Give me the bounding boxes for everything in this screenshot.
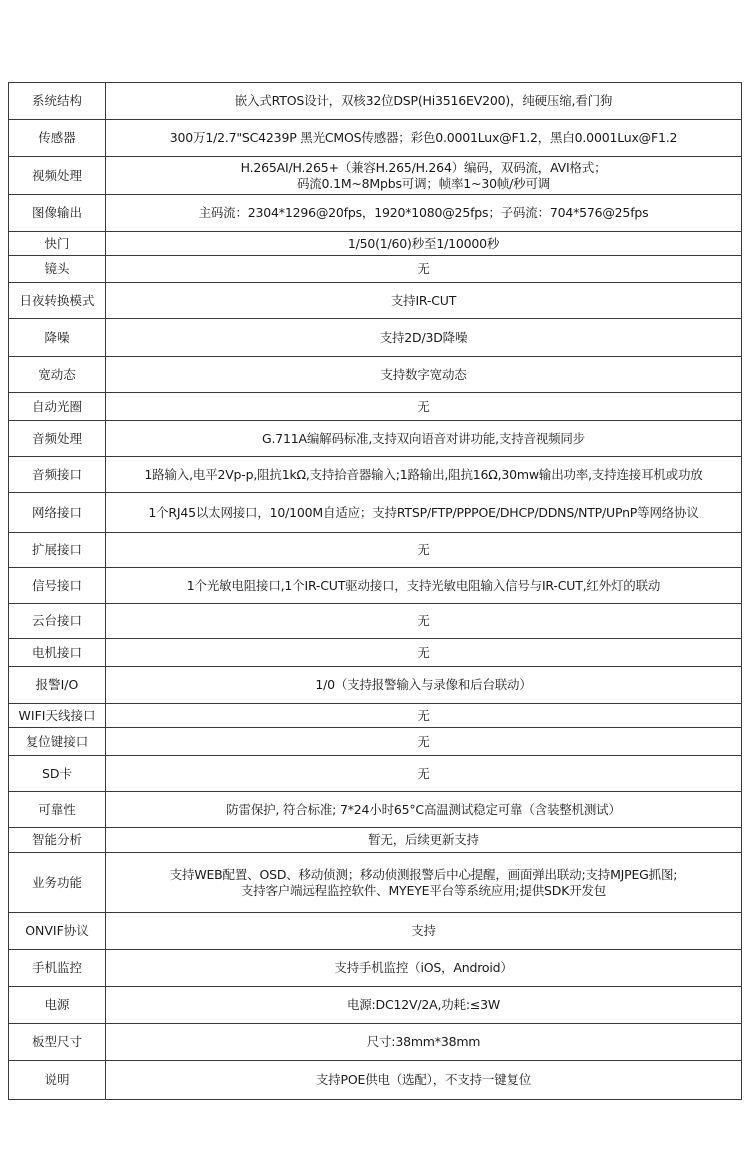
spec-value-cell <box>106 421 742 457</box>
spec-value-cell <box>106 120 742 157</box>
spec-label-cell: 说明 <box>9 1061 106 1100</box>
spec-label-cell: 智能分析 <box>9 828 106 853</box>
table-row <box>9 533 742 568</box>
spec-value-line: 无 <box>417 733 430 749</box>
table-row <box>9 1024 742 1061</box>
spec-value-line: 支持 <box>411 923 436 938</box>
spec-value-cell <box>106 853 742 913</box>
spec-value-line: 1个光敏电阻接口,1个IR-CUT驱动接口，支持光敏电阻输入信号与IR-CUT,红外灯的联动 <box>186 577 661 593</box>
spec-value-line: G.711A编解码标准,支持双向语音对讲功能,支持音视频同步 <box>261 430 586 446</box>
spec-value-cell <box>106 283 742 319</box>
spec-label-cell: 可靠性 <box>9 792 106 828</box>
spec-label-cell: 网络接口 <box>9 493 106 533</box>
spec-value-line: 无 <box>417 398 430 414</box>
spec-value-line: 无 <box>417 261 430 276</box>
spec-value-line: 1路输入,电平2Vp-p,阻抗1kΩ,支持拾音器输入;1路输出,阻抗16Ω,30mw输出功率,支持连接耳机或功放 <box>144 466 703 482</box>
spec-value-line: 无 <box>417 707 430 723</box>
spec-value-cell <box>106 987 742 1024</box>
spec-label-cell: 快门 <box>9 232 106 256</box>
table-row <box>9 457 742 493</box>
spec-label-cell: 复位键接口 <box>9 728 106 756</box>
spec-value-cell <box>106 393 742 421</box>
spec-value-line: 支持2D/3D降噪 <box>379 329 468 345</box>
spec-value-cell <box>106 704 742 728</box>
spec-label-cell: 业务功能 <box>9 853 106 913</box>
spec-value-cell <box>106 756 742 792</box>
spec-label-cell: SD卡 <box>9 756 106 792</box>
table-row <box>9 157 742 195</box>
spec-value-line: 1/50(1/60)秒至1/10000秒 <box>347 235 500 251</box>
table-row <box>9 232 742 256</box>
spec-value-line: 300万1/2.7"SC4239P 黑光CMOS传感器；彩色0.0001Lux@F1.2，黑白0.0001Lux@F1.2 <box>169 130 678 145</box>
spec-value-cell <box>106 792 742 828</box>
spec-value-line: 尺寸:38mm*38mm <box>366 1034 481 1049</box>
table-row <box>9 493 742 533</box>
table-row <box>9 195 742 232</box>
spec-value-line: 电源:DC12V/2A,功耗:≤3W <box>346 997 501 1012</box>
spec-value-cell <box>106 357 742 393</box>
spec-value-line: 支持手机监控（iOS，Android） <box>334 960 513 975</box>
table-row <box>9 913 742 950</box>
table-row <box>9 828 742 853</box>
table-row <box>9 950 742 987</box>
spec-value-cell <box>106 1061 742 1100</box>
table-row <box>9 792 742 828</box>
table-row <box>9 421 742 457</box>
spec-table-body <box>9 83 742 1100</box>
spec-value-line: 无 <box>417 644 430 660</box>
spec-value-line: 无 <box>417 613 430 628</box>
spec-value-line: H.265AI/H.265+（兼容H.265/H.264）编码，双码流，AVI格式； <box>240 159 607 175</box>
spec-value-cell <box>106 568 742 604</box>
spec-value-cell <box>106 604 742 639</box>
spec-label-cell: 自动光圈 <box>9 393 106 421</box>
spec-value-cell <box>106 256 742 283</box>
spec-value-cell <box>106 457 742 493</box>
spec-label-cell: 音频接口 <box>9 457 106 493</box>
table-row <box>9 1061 742 1100</box>
spec-value-line: 码流0.1M~8Mpbs可调；帧率1~30帧/秒可调 <box>296 175 551 191</box>
spec-label-cell: 系统结构 <box>9 83 106 120</box>
spec-value-cell <box>106 157 742 195</box>
spec-value-line: 支持数字宽动态 <box>380 366 467 382</box>
spec-value-cell <box>106 319 742 357</box>
spec-value-cell <box>106 1024 742 1061</box>
spec-value-line: 1个RJ45以太网接口，10/100M自适应；支持RTSP/FTP/PPPOE/DHCP/DDNS/NTP/UPnP等网络协议 <box>148 504 699 520</box>
spec-value-cell <box>106 639 742 667</box>
spec-label-cell: 云台接口 <box>9 604 106 639</box>
table-row <box>9 639 742 667</box>
table-row <box>9 704 742 728</box>
spec-value-line: 支持POE供电（选配），不支持一键复位 <box>315 1072 532 1087</box>
spec-value-line: 无 <box>417 765 430 781</box>
spec-value-cell <box>106 493 742 533</box>
spec-label-cell: 板型尺寸 <box>9 1024 106 1061</box>
table-row <box>9 319 742 357</box>
spec-label-cell: 电源 <box>9 987 106 1024</box>
table-row <box>9 568 742 604</box>
spec-label-cell: 手机监控 <box>9 950 106 987</box>
table-row <box>9 853 742 913</box>
spec-label-cell: 信号接口 <box>9 568 106 604</box>
spec-label-cell: 音频处理 <box>9 421 106 457</box>
spec-label-cell: 日夜转换模式 <box>9 283 106 319</box>
table-row <box>9 667 742 704</box>
spec-value-line: 防雷保护, 符合标准; 7*24小时65°C高温测试稳定可靠（含装整机测试） <box>226 801 621 817</box>
spec-value-line: 支持客户端远程监控软件、MYEYE平台等系统应用;提供SDK开发包 <box>240 882 607 898</box>
spec-label-cell: 扩展接口 <box>9 533 106 568</box>
table-row <box>9 728 742 756</box>
spec-table <box>8 82 742 1100</box>
table-row <box>9 256 742 283</box>
spec-label-cell: 宽动态 <box>9 357 106 393</box>
spec-value-cell <box>106 667 742 704</box>
table-row <box>9 393 742 421</box>
spec-label-cell: 报警I/O <box>9 667 106 704</box>
spec-label-cell: 降噪 <box>9 319 106 357</box>
spec-value-line: 无 <box>417 542 430 557</box>
spec-value-line: 暂无，后续更新支持 <box>368 832 479 847</box>
spec-value-cell <box>106 828 742 853</box>
spec-value-line: 主码流：2304*1296@20fps，1920*1080@25fps；子码流：704*576@25fps <box>198 205 649 220</box>
spec-label-cell: 视频处理 <box>9 157 106 195</box>
spec-value-cell <box>106 83 742 120</box>
spec-label-cell: 镜头 <box>9 256 106 283</box>
spec-value-line: 1/0（支持报警输入与录像和后台联动） <box>315 677 532 692</box>
table-row <box>9 83 742 120</box>
spec-label-cell: 电机接口 <box>9 639 106 667</box>
spec-label-cell: ONVIF协议 <box>9 913 106 950</box>
spec-value-line: 支持WEB配置、OSD、移动侦测；移动侦测报警后中心提醒，画面弹出联动;支持MJPEG抓图; <box>169 866 678 882</box>
spec-label-cell: 传感器 <box>9 120 106 157</box>
spec-value-cell <box>106 533 742 568</box>
table-row <box>9 120 742 157</box>
spec-value-cell <box>106 195 742 232</box>
spec-value-cell <box>106 728 742 756</box>
spec-value-cell <box>106 950 742 987</box>
spec-label-cell: WIFI天线接口 <box>9 704 106 728</box>
spec-value-line: 嵌入式RTOS设计，双核32位DSP(Hi3516EV200)，纯硬压缩,看门狗 <box>234 93 613 108</box>
spec-value-cell <box>106 232 742 256</box>
table-row <box>9 987 742 1024</box>
table-row <box>9 604 742 639</box>
spec-value-cell <box>106 913 742 950</box>
spec-value-line: 支持IR-CUT <box>390 292 457 308</box>
spec-label-cell: 图像输出 <box>9 195 106 232</box>
table-row <box>9 283 742 319</box>
table-row <box>9 756 742 792</box>
table-row <box>9 357 742 393</box>
